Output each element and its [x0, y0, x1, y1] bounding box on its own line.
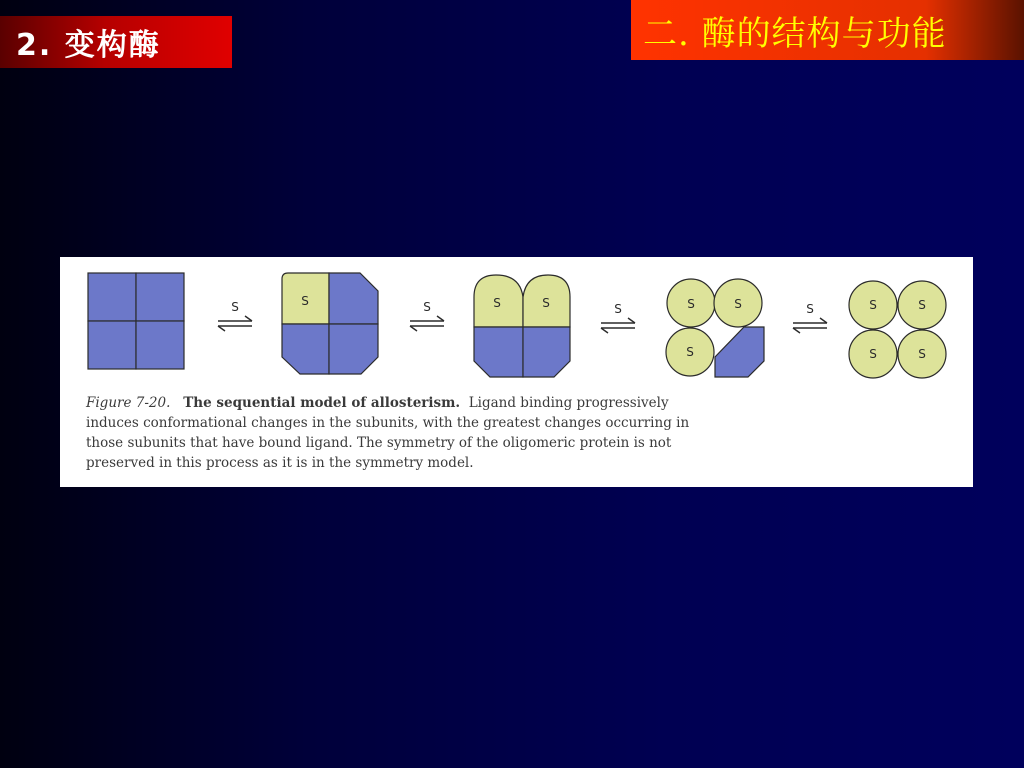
caption-body: Ligand binding progressively induces conformational changes in the subunits, with the greatest changes occurring in those subunits that have bound ligand. The symmetry of the oligomeric protein is not preserved in this process as it is in the symmetry model. — [86, 395, 690, 471]
equilibrium-arrow-4 — [793, 302, 827, 333]
caption-figure-number: Figure 7-20. — [86, 395, 171, 411]
svg-text:S: S — [687, 297, 695, 311]
svg-text:S: S — [423, 300, 431, 314]
stage-1-unbound — [88, 273, 184, 369]
stage-4-three-bound — [666, 279, 764, 377]
stage-3-two-bound — [474, 275, 570, 377]
svg-text:S: S — [686, 345, 694, 359]
section-title-tab — [0, 16, 232, 68]
svg-text:S: S — [231, 300, 239, 314]
svg-text:S: S — [734, 297, 742, 311]
chapter-title: 二. 酶的结构与功能 — [643, 13, 947, 54]
caption-title: The sequential model of allosterism. — [183, 395, 461, 411]
svg-text:S: S — [918, 298, 926, 312]
equilibrium-arrow-3 — [601, 302, 635, 333]
equilibrium-arrow-1 — [218, 300, 252, 331]
svg-text:S: S — [869, 298, 877, 312]
stage-2-one-bound — [282, 273, 378, 374]
stage-5-all-bound — [849, 281, 946, 378]
equilibrium-arrow-2 — [410, 300, 444, 331]
section-title: 2. 变构酶 — [16, 28, 161, 63]
chapter-title-tab — [631, 0, 1024, 60]
figure-caption — [86, 393, 706, 473]
svg-text:S: S — [918, 347, 926, 361]
svg-text:S: S — [806, 302, 814, 316]
figure-image — [60, 257, 973, 487]
svg-text:S: S — [493, 296, 501, 310]
svg-text:S: S — [542, 296, 550, 310]
svg-text:S: S — [614, 302, 622, 316]
svg-text:S: S — [301, 294, 309, 308]
svg-text:S: S — [869, 347, 877, 361]
